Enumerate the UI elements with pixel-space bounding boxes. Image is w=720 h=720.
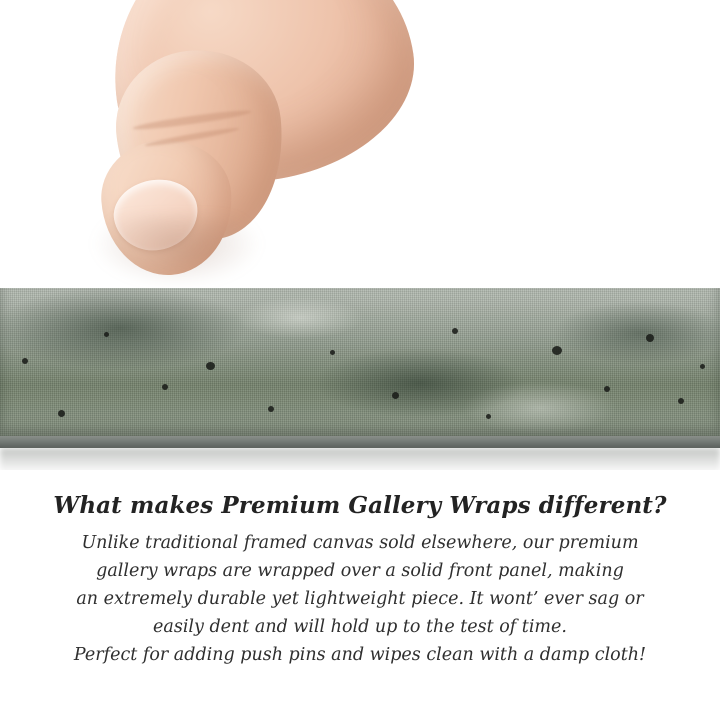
- promo-body-line: an extremely durable yet lightweight piece. It wont’ ever sag or: [76, 589, 644, 609]
- canvas-speck: [58, 410, 65, 417]
- canvas-speck: [392, 392, 399, 399]
- canvas-speck: [552, 346, 562, 355]
- canvas-bottom-edge: [0, 436, 720, 448]
- canvas-speck: [700, 364, 705, 369]
- canvas-drop-shadow: [0, 448, 720, 470]
- promo-body-line: Perfect for adding push pins and wipes clean with a damp cloth!: [73, 645, 647, 665]
- canvas-speck: [678, 398, 684, 404]
- canvas-speck: [162, 384, 168, 390]
- hand-illustration: [92, 0, 422, 330]
- thumb-contact-shadow: [92, 216, 262, 286]
- canvas-speck: [330, 350, 335, 355]
- canvas-speck: [22, 358, 28, 364]
- promo-body-line: gallery wraps are wrapped over a solid front panel, making: [96, 561, 624, 581]
- canvas-speck: [486, 414, 491, 419]
- canvas-texture-face: [0, 288, 720, 436]
- promo-body-line: easily dent and will hold up to the test of time.: [153, 617, 567, 637]
- canvas-speck: [104, 332, 109, 337]
- canvas-speck: [268, 406, 274, 412]
- canvas-speck: [206, 362, 215, 370]
- promo-body-line: Unlike traditional framed canvas sold elsewhere, our premium: [81, 533, 639, 553]
- canvas-wrap-slab: [0, 288, 720, 448]
- canvas-speck: [604, 386, 610, 392]
- canvas-speck: [452, 328, 458, 334]
- promo-headline: What makes Premium Gallery Wraps different?: [53, 492, 667, 519]
- promo-text-block: [0, 492, 720, 669]
- canvas-speck: [646, 334, 654, 342]
